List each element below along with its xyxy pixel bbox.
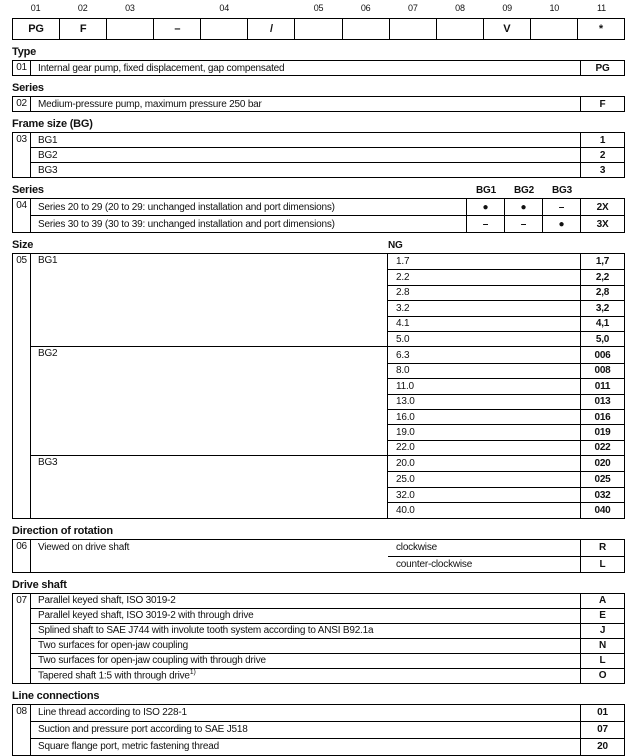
code-cell [106, 18, 154, 40]
ng-value: 11.0 [396, 380, 414, 392]
table-row [31, 162, 624, 177]
table-row [31, 653, 624, 668]
table-drive-shaft [12, 593, 625, 684]
option-code: E [580, 609, 624, 623]
option-text: Parallel keyed shaft, ISO 3019-2 with through drive [38, 610, 254, 622]
bg2-mark: ● [504, 199, 542, 215]
bg3-mark: – [542, 199, 580, 215]
strip-label [153, 2, 200, 15]
size-row [388, 424, 624, 439]
code-cell: F [59, 18, 107, 40]
option-code: 20 [580, 739, 624, 755]
size-row [388, 269, 624, 284]
option-code: 2,2 [580, 270, 624, 284]
size-group-bg1 [31, 254, 624, 346]
option-code: 3 [580, 163, 624, 177]
option-text: Splined shaft to SAE J744 with involute tooth system according to ANSI B92.1a [38, 625, 374, 637]
bg2-mark: – [504, 216, 542, 232]
option-code: 2 [580, 148, 624, 162]
table-row [31, 608, 624, 623]
option-code: N [580, 639, 624, 653]
option-code: 3,2 [580, 301, 624, 315]
option-code: 013 [580, 395, 624, 409]
option-text: Internal gear pump, fixed displacement, gap compensated [38, 62, 285, 74]
strip-label: 10 [549, 3, 560, 13]
option-code: 019 [580, 425, 624, 439]
strip-label: 03 [125, 3, 135, 13]
option-text: Line thread according to ISO 228-1 [38, 707, 187, 719]
option-text: Suction and pressure port according to SAE J518 [38, 724, 248, 736]
strip-label: 09 [502, 3, 512, 13]
section-heading-type: Type [12, 46, 37, 58]
option-code: 025 [580, 472, 624, 486]
ng-value: 5.0 [396, 333, 410, 345]
option-code: O [580, 669, 624, 683]
option-code: 022 [580, 441, 624, 455]
code-strip-labels [12, 2, 625, 15]
column-header-bg1: BG1 [476, 185, 496, 196]
table-row [31, 147, 624, 162]
size-row [388, 316, 624, 331]
table-row [31, 199, 624, 215]
ng-value: 16.0 [396, 411, 415, 423]
footnote-marker: 1) [189, 669, 196, 677]
section-heading-drive-shaft: Drive shaft [12, 578, 67, 591]
row-number: 04 [13, 199, 31, 232]
option-text: Parallel keyed shaft, ISO 3019-2 [38, 595, 176, 607]
option-text-main: Tapered shaft 1:5 with through drive [38, 670, 190, 682]
bg1-mark: ● [466, 199, 504, 215]
row-number: 07 [13, 594, 31, 683]
ng-value: 2.2 [396, 272, 410, 284]
section-heading-text: Size [12, 239, 34, 251]
size-row [388, 254, 624, 269]
ng-value: 13.0 [396, 396, 415, 408]
size-row [388, 285, 624, 300]
table-row [31, 668, 624, 683]
option-code: 1,7 [580, 254, 624, 269]
ng-value: 22.0 [396, 442, 415, 454]
row-number: 02 [13, 97, 31, 111]
size-row [388, 471, 624, 486]
table-type [12, 60, 625, 76]
table-series-range [12, 198, 625, 233]
size-row [388, 394, 624, 409]
strip-label: 06 [360, 3, 371, 13]
code-cell: V [483, 18, 531, 40]
option-code: 020 [580, 456, 624, 471]
strip-label: 02 [77, 3, 88, 13]
ng-value: 8.0 [396, 365, 410, 377]
section-heading-frame-size: Frame size (BG) [12, 118, 93, 130]
rotation-label: Viewed on drive shaft [38, 541, 130, 553]
size-row [388, 331, 624, 346]
size-group-bg2 [31, 346, 624, 455]
table-row [31, 594, 624, 608]
section-heading-series-range [12, 185, 625, 196]
row-number: 01 [13, 61, 31, 75]
option-text: Square flange port, metric fastening thread [38, 741, 219, 753]
code-cell [530, 18, 578, 40]
row-number: 03 [13, 133, 31, 177]
rotation-value: clockwise [396, 542, 437, 554]
row-number: 05 [13, 254, 31, 518]
table-line-connections [12, 704, 625, 756]
code-cell: PG [12, 18, 60, 40]
ng-value: 6.3 [396, 349, 410, 361]
table-row [31, 133, 624, 147]
option-code: F [580, 97, 624, 111]
option-text: BG1 [38, 134, 58, 146]
size-row [388, 487, 624, 502]
option-code: 2X [580, 199, 624, 215]
option-text: Medium-pressure pump, maximum pressure 250 bar [38, 98, 262, 110]
column-header-ng: NG [388, 240, 403, 251]
option-code: 032 [580, 488, 624, 502]
table-row [388, 540, 624, 556]
option-code: J [580, 624, 624, 638]
size-row [388, 409, 624, 424]
option-code: 2,8 [580, 286, 624, 300]
ng-value: 20.0 [396, 458, 415, 470]
option-code: 5,0 [580, 332, 624, 346]
option-code: 016 [580, 410, 624, 424]
size-row [388, 300, 624, 315]
strip-label: 08 [455, 3, 465, 13]
table-frame-size [12, 132, 625, 178]
table-series [12, 96, 625, 112]
column-header-bg2: BG2 [514, 185, 534, 196]
group-label: BG2 [38, 348, 58, 360]
ng-value: 4.1 [396, 318, 410, 330]
code-cell [294, 18, 342, 40]
table-row [31, 738, 624, 755]
code-cell-separator: – [153, 18, 201, 40]
ng-value: 40.0 [396, 504, 415, 516]
size-row [388, 347, 624, 362]
row-number: 08 [13, 705, 31, 755]
table-row [31, 97, 624, 111]
table-rotation [12, 539, 625, 573]
option-text: BG2 [38, 149, 58, 161]
option-text: Two surfaces for open-jaw coupling with through drive [38, 655, 266, 667]
code-strip [12, 18, 625, 40]
option-code: 008 [580, 364, 624, 378]
size-row [388, 440, 624, 455]
section-heading-line-connections: Line connections [12, 689, 100, 702]
option-code: 006 [580, 347, 624, 362]
option-text: Series 20 to 29 (20 to 29: unchanged installation and port dimensions) [38, 201, 335, 213]
table-size [12, 253, 625, 519]
strip-label: 01 [30, 3, 41, 13]
option-code: 011 [580, 379, 624, 393]
table-row [31, 638, 624, 653]
ng-value: 1.7 [396, 256, 410, 268]
bg3-mark: ● [542, 216, 580, 232]
strip-label [248, 2, 295, 15]
group-label: BG1 [38, 255, 58, 266]
section-heading-rotation: Direction of rotation [12, 524, 113, 537]
option-code: R [580, 540, 624, 556]
ng-value: 3.2 [396, 302, 410, 314]
rotation-value: counter-clockwise [396, 558, 473, 570]
option-text: Series 30 to 39 (30 to 39: unchanged installation and port dimensions) [38, 218, 335, 230]
section-heading-text: Series [12, 184, 44, 196]
option-text: Two surfaces for open-jaw coupling [38, 640, 188, 652]
size-row [388, 378, 624, 393]
option-code: 040 [580, 503, 624, 517]
strip-label: 04 [219, 3, 230, 13]
option-text [31, 669, 580, 681]
strip-label: 05 [313, 3, 324, 13]
option-code: 3X [580, 216, 624, 232]
option-code: PG [580, 61, 624, 75]
size-row [388, 456, 624, 471]
size-row [388, 502, 624, 517]
ng-value: 25.0 [396, 474, 415, 486]
code-cell-separator: / [247, 18, 295, 40]
ng-value: 19.0 [396, 426, 415, 438]
code-cell [436, 18, 484, 40]
option-code: 1 [580, 133, 624, 147]
option-code: L [580, 654, 624, 668]
size-row [388, 363, 624, 378]
column-header-bg3: BG3 [552, 185, 572, 196]
option-code: A [580, 594, 624, 608]
code-cell: * [577, 18, 625, 40]
size-group-bg3 [31, 455, 624, 518]
option-code: 07 [580, 722, 624, 738]
table-row [31, 215, 624, 232]
table-row [31, 705, 624, 721]
strip-label: 11 [596, 3, 606, 13]
option-code: 4,1 [580, 317, 624, 331]
code-cell [389, 18, 437, 40]
ng-value: 32.0 [396, 489, 415, 501]
option-text: BG3 [38, 164, 58, 176]
table-row [388, 556, 624, 572]
table-row [31, 721, 624, 738]
table-row [31, 61, 624, 75]
code-cell [200, 18, 248, 40]
row-number: 06 [13, 540, 31, 572]
option-code: L [580, 557, 624, 572]
table-row [31, 623, 624, 638]
option-code: 01 [580, 705, 624, 721]
ng-value: 2.8 [396, 287, 410, 299]
bg1-mark: – [466, 216, 504, 232]
section-heading-series: Series [12, 82, 44, 94]
group-label: BG3 [38, 457, 58, 469]
section-heading-size [12, 240, 625, 251]
code-cell [342, 18, 390, 40]
strip-label: 07 [408, 3, 418, 13]
